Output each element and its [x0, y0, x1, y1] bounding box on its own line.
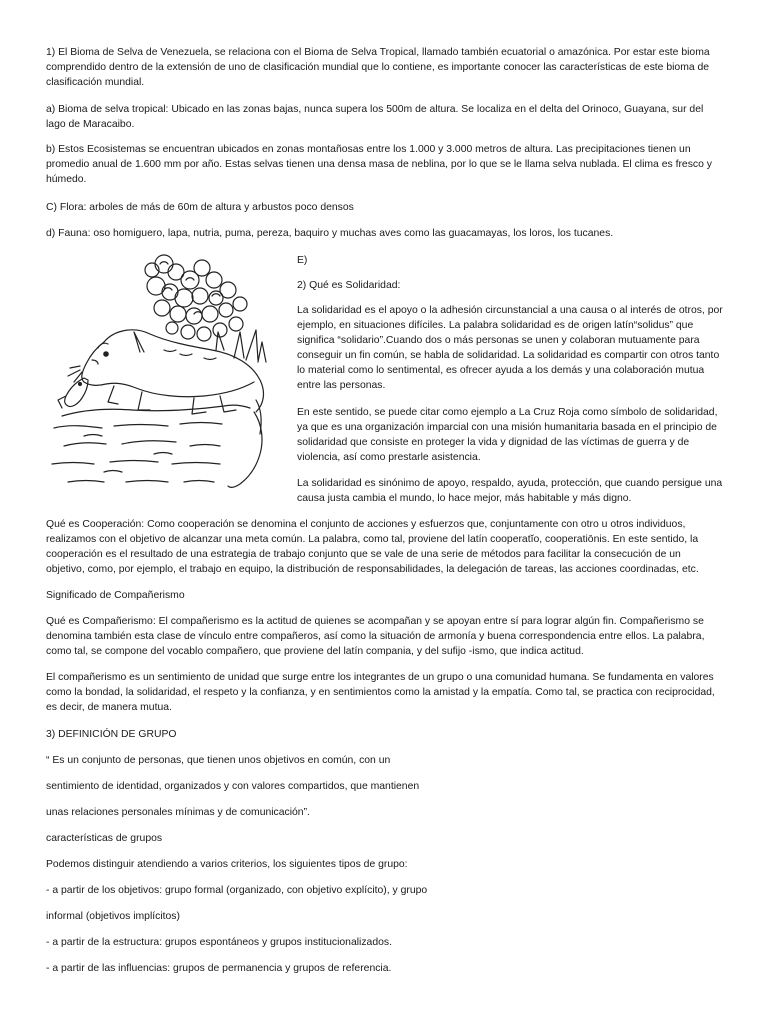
paragraph-solidaridad-3: La solidaridad es sinónimo de apoyo, respaldo, ayuda, protección, que cuando persigue una causa justa cambia el mundo, lo hace mejor, más habitable y más digno.: [297, 478, 723, 504]
paragraph-cooperacion: Qué es Cooperación: Como cooperación se denomina el conjunto de acciones y esfuerzos que, conjuntamente con otro u otros individuos, realizamos con el objetivo de alcanzar una meta común. La palabra, como tal, proviene del latín cooperatĭo, cooperatiōnis. En este sentido, la cooperación es el resultado de una estrategia de trabajo conjunto que se vale de una serie de métodos para facilitar la consecución de un objetivo, como, por ejemplo, el trabajo en equipo, la distribución de responsabilidades, la delegación de tareas, las acciones coordinadas, etc.: [46, 519, 699, 575]
list-item-objetivos: - a partir de los objetivos: grupo formal (organizado, con objetivo explícito), y grupo: [46, 885, 428, 896]
paragraph-fauna: d) Fauna: oso homiguero, lapa, nutria, puma, pereza, baquiro y muchas aves como las guacamayas, los loros, los tucanes.: [46, 228, 614, 239]
heading-companerismo: Significado de Compañerismo: [46, 590, 185, 601]
heading-definicion-grupo: 3) DEFINICIÓN DE GRUPO: [46, 729, 177, 740]
otter-body: [68, 330, 263, 487]
list-item-estructura: - a partir de la estructura: grupos espontáneos y grupos institucionalizados.: [46, 937, 392, 948]
quote-line-1: “ Es un conjunto de personas, que tienen unos objetivos en común, con un: [46, 755, 391, 766]
paragraph-companerismo-1: Qué es Compañerismo: El compañerismo es la actitud de quienes se acompañan y se apoyan entre sí para lograr algún fin. Compañerismo se denomina también esta clase de vínculo entre compañeros, así como la situación de armonía y buena correspondencia entre ellos. La palabra, como tal, se compone del vocablo compañero, que proviene del latín compania, y del sufijo -ismo, que indica actitud.: [46, 616, 705, 657]
otter-illustration: [44, 250, 288, 508]
quote-line-2: sentimiento de identidad, organizados y con valores compartidos, que mantienen: [46, 781, 420, 792]
paragraph-flora: C) Flora: arboles de más de 60m de altura y arbustos poco densos: [46, 202, 354, 213]
paragraph-solidaridad-1: La solidaridad es el apoyo o la adhesión circunstancial a una causa o al interés de otros, por ejemplo, en situaciones difíciles. La palabra solidaridad es de origen latín“solidus” que significa “solidario”.Cuando dos o más personas se unen y colaboran mutuamente para conseguir un fin común, se habla de solidaridad. La solidaridad es compartir con otros tanto lo material como lo sentimental, es ofrecer ayuda a los demás y una colaboración mutua entre las personas.: [297, 305, 723, 391]
paragraph-bioma-intro: 1) El Bioma de Selva de Venezuela, se relaciona con el Bioma de Selva Tropical, llamado también ecuatorial o amazónica. Por estar este bioma comprendido dentro de la extensión de uno de clasificación mundial que lo contiene, es importante conocer las características de este bioma de clasificación mundial.: [46, 47, 710, 88]
quote-line-3: unas relaciones personales mínimas y de comunicación”.: [46, 807, 310, 818]
river-rocks: [52, 405, 250, 482]
paragraph-criterios: Podemos distinguir atendiendo a varios criterios, los siguientes tipos de grupo:: [46, 859, 408, 870]
paragraph-solidaridad-2: En este sentido, se puede citar como ejemplo a La Cruz Roja como símbolo de solidaridad, ya que es una organización imparcial con una misión humanitaria basada en el principio de solidaridad que consiste en proteger la vida y dignidad de las víctimas de guerra y de violencia, así como prestarle asistencia.: [297, 407, 718, 463]
flower-bush-icon: [145, 255, 247, 341]
paragraph-companerismo-2: El compañerismo es un sentimiento de unidad que surge entre los integrantes de un grupo o una comunidad humana. Se fundamenta en valores como la bondad, la solidaridad, el respeto y la confianza, y en sentimientos como la amistad y la empatía. Como tal, se practica con reciprocidad, es decir, de manera mutua.: [46, 672, 715, 713]
label-e: E): [297, 255, 308, 266]
paragraph-ecosistemas: b) Estos Ecosistemas se encuentran ubicados en zonas montañosas entre los 1.000 y 3.000 metros de altura. Las precipitaciones tienen un promedio anual de 1.600 mm por año. Estas selvas tienen una densa masa de neblina, por lo que se le llama selva nublada. El clima es fresco y húmedo.: [46, 144, 712, 185]
list-item-influencias: - a partir de las influencias: grupos de permanencia y grupos de referencia.: [46, 963, 392, 974]
fish-icon: [58, 378, 88, 408]
paragraph-selva-tropical: a) Bioma de selva tropical: Ubicado en las zonas bajas, nunca supera los 500m de altura. Se localiza en el delta del Orinoco, Guayana, sur del lago de Maracaibo.: [46, 104, 704, 130]
heading-solidaridad: 2) Qué es Solidaridad:: [297, 280, 401, 291]
list-item-objetivos-cont: informal (objetivos implícitos): [46, 911, 180, 922]
heading-caracteristicas-grupos: características de grupos: [46, 833, 163, 844]
